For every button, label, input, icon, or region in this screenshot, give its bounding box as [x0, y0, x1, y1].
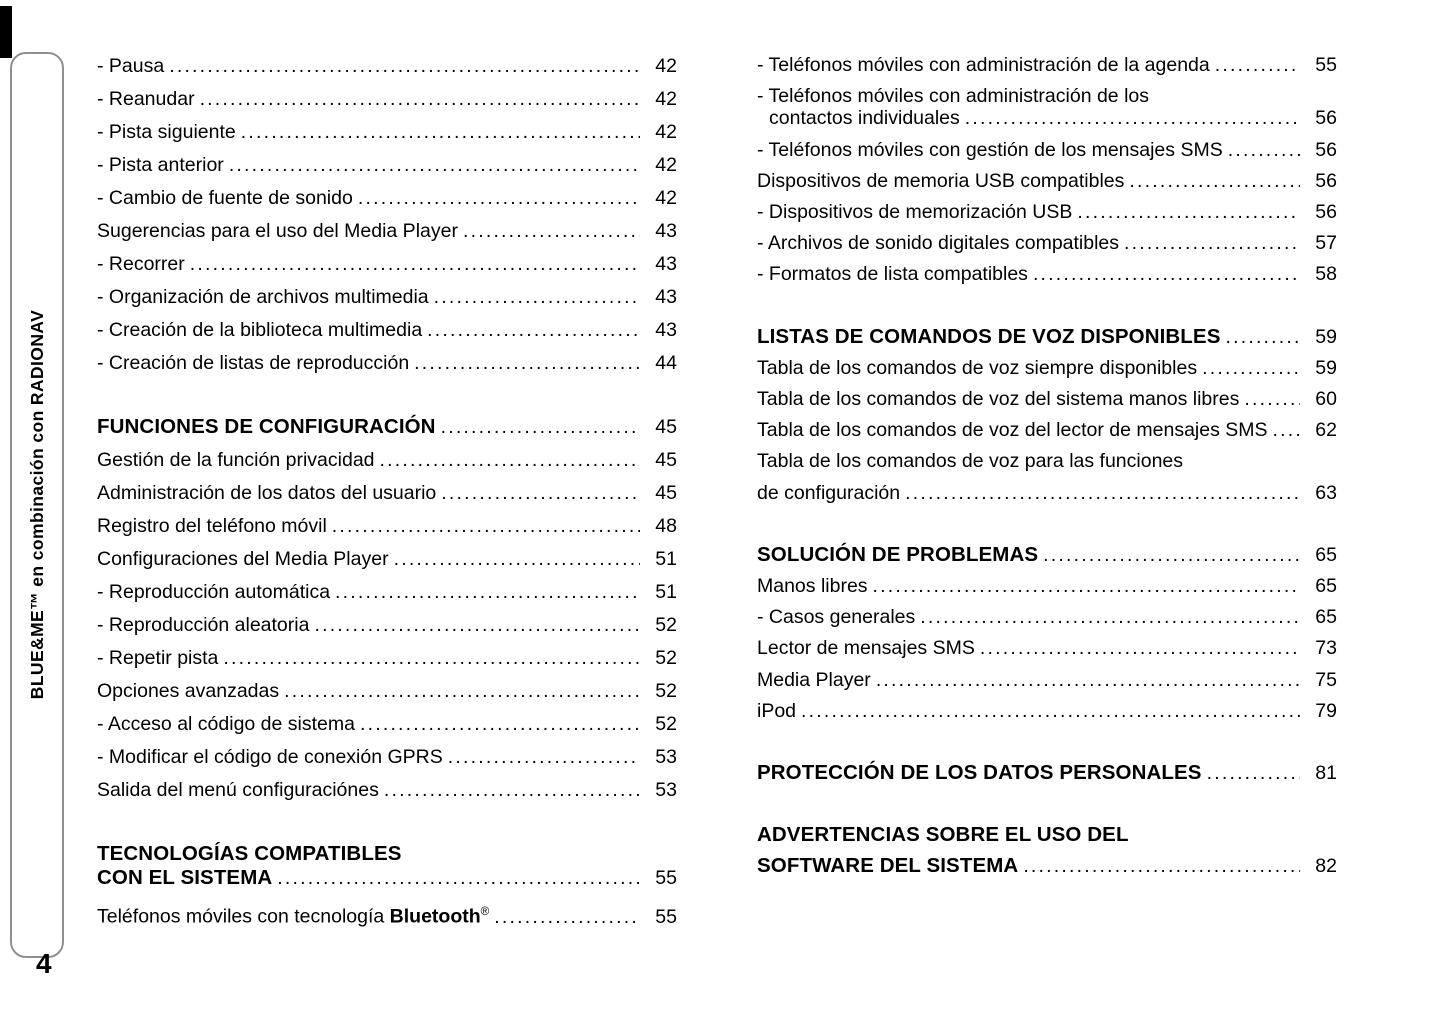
toc-entry-label: LISTAS DE COMANDOS DE VOZ DISPONIBLES: [757, 324, 1221, 348]
toc-entry: [97, 83, 677, 116]
toc-leader-dots: [223, 642, 640, 675]
toc-page-number: 62: [1315, 419, 1337, 442]
toc-entry-label: Teléfonos móviles con tecnología Bluetooth®: [97, 905, 490, 928]
toc-entry-label: de configuración: [757, 481, 901, 504]
toc-entry-label: iPod: [757, 699, 797, 722]
toc-entry: [97, 861, 677, 895]
toc-entry: [757, 50, 1337, 81]
toc-page-number: 45: [655, 449, 677, 471]
toc-leader-dots: [190, 248, 640, 281]
toc-page-number: 42: [655, 187, 677, 209]
toc-entry-label: - Cambio de fuente de sonido: [97, 187, 353, 209]
toc-leader-dots: [920, 602, 1300, 633]
toc-entry-label: CON EL SISTEMA: [97, 866, 273, 889]
toc-entry-label: - Reproducción aleatoria: [97, 614, 310, 636]
toc-leader-dots: [905, 478, 1300, 509]
toc-entry: [757, 478, 1337, 509]
toc-entry: [97, 774, 677, 807]
toc-page-number: 60: [1315, 388, 1337, 411]
toc-entry: [97, 477, 677, 510]
toc-entry: [757, 259, 1337, 290]
toc-page-number: 55: [655, 905, 677, 928]
toc-page-number: 59: [1315, 325, 1337, 348]
toc-leader-dots: [358, 182, 640, 215]
chapter-side-tab-label: BLUE&ME™ en combinación con RADIONAV: [27, 309, 47, 700]
toc-leader-dots: [801, 696, 1300, 727]
toc-leader-dots: [1225, 322, 1300, 353]
toc-leader-dots: [200, 83, 640, 116]
toc-entry-label: - Archivos de sonido digitales compatibles: [757, 232, 1120, 255]
toc-page-number: 45: [655, 416, 677, 438]
toc-page-number: 42: [655, 55, 677, 77]
toc-entry: [757, 321, 1337, 353]
toc-page-number: 52: [655, 680, 677, 702]
toc-entry: [757, 602, 1337, 633]
toc-entry-label: Gestión de la función privacidad: [97, 449, 375, 471]
toc-leader-dots: [380, 444, 640, 477]
toc-entry-label: TECNOLOGÍAS COMPATIBLES: [97, 842, 402, 865]
toc-leader-dots: [1207, 758, 1300, 789]
toc-page-number: 56: [1315, 107, 1337, 130]
toc-page-number: 53: [655, 779, 677, 801]
toc-entry: [757, 850, 1337, 882]
toc-page-number: 75: [1315, 668, 1337, 691]
toc-column-left: [97, 50, 677, 934]
toc-entry-label: Tabla de los comandos de voz del lector de mensajes SMS: [757, 419, 1268, 442]
toc-leader-dots: [284, 675, 640, 708]
toc-leader-dots: [332, 510, 640, 543]
toc-entry-label: Tabla de los comandos de voz siempre disponibles: [757, 356, 1198, 379]
toc-entry: [757, 633, 1337, 664]
toc-leader-dots: [434, 281, 640, 314]
toc-leader-dots: [1273, 415, 1300, 446]
toc-entry: [757, 539, 1337, 571]
toc-entry: [97, 444, 677, 477]
toc-entry: [97, 215, 677, 248]
toc-leader-dots: [876, 665, 1300, 696]
toc-entry: [97, 543, 677, 576]
toc-page-number: 51: [655, 548, 677, 570]
toc-entry-label: - Casos generales: [757, 606, 916, 629]
toc-entry: [757, 571, 1337, 602]
toc-entry-label: - Dispositivos de memorización USB: [757, 201, 1073, 224]
page-number: 4: [36, 948, 52, 979]
toc-entry-label: Configuraciones del Media Player: [97, 548, 389, 570]
toc-page-number: 82: [1315, 855, 1337, 878]
toc-leader-dots: [965, 103, 1300, 134]
toc-leader-dots: [1077, 197, 1300, 228]
toc-page-number: 56: [1315, 169, 1337, 192]
toc-page-number: 65: [1315, 543, 1337, 566]
toc-entry-label: - Formatos de lista compatibles: [757, 263, 1028, 286]
toc-leader-dots: [414, 347, 640, 380]
toc-leader-dots: [1043, 540, 1300, 571]
toc-page-number: 43: [655, 319, 677, 341]
toc-page-number: 44: [655, 352, 677, 374]
toc-entry-label: - Creación de la biblioteca multimedia: [97, 319, 423, 341]
toc-page-number: 48: [655, 515, 677, 537]
toc-column-right: [757, 50, 1337, 883]
toc-page-number: 79: [1315, 699, 1337, 722]
toc-page-number: 52: [655, 614, 677, 636]
toc-leader-dots: [1228, 135, 1300, 166]
toc-entry-label: - Pausa: [97, 55, 165, 77]
toc-entry: [97, 149, 677, 182]
toc-entry-label: ADVERTENCIAS SOBRE EL USO DEL: [757, 823, 1129, 847]
toc-page-number: 55: [655, 867, 677, 889]
toc-page-number: 42: [655, 154, 677, 176]
toc-leader-dots: [241, 116, 640, 149]
toc-entry-label: Manos libres: [757, 575, 868, 598]
toc-entry: [97, 182, 677, 215]
toc-entry-label: Registro del teléfono móvil: [97, 515, 327, 537]
toc-leader-dots: [980, 633, 1300, 664]
toc-entry: [757, 197, 1337, 228]
toc-page-number: 43: [655, 220, 677, 242]
toc-entry: [97, 248, 677, 281]
toc-leader-dots: [441, 477, 640, 510]
toc-entry: [97, 576, 677, 609]
toc-leader-dots: [1129, 166, 1300, 197]
toc-page-number: 51: [655, 581, 677, 603]
toc-page-number: 42: [655, 88, 677, 110]
toc-leader-dots: [229, 149, 640, 182]
toc-entry: [757, 665, 1337, 696]
toc-entry-label: Tabla de los comandos de voz para las funciones: [757, 450, 1184, 473]
toc-entry-label: - Pista siguiente: [97, 121, 236, 143]
toc-page-number: 45: [655, 482, 677, 504]
toc-entry: [757, 384, 1337, 415]
toc-page-number: 58: [1315, 263, 1337, 286]
toc-leader-dots: [169, 50, 640, 83]
toc-entry: [757, 757, 1337, 789]
toc-page-number: 81: [1315, 762, 1337, 785]
toc-entry-label: Lector de mensajes SMS: [757, 637, 975, 660]
toc-entry: [97, 314, 677, 347]
toc-page-number: 52: [655, 713, 677, 735]
toc-entry: [757, 353, 1337, 384]
toc-leader-dots: [441, 411, 640, 444]
toc-entry: [97, 510, 677, 543]
toc-leader-dots: [314, 609, 640, 642]
toc-leader-dots: [277, 862, 640, 895]
toc-entry: [97, 281, 677, 314]
toc-leader-dots: [360, 708, 640, 741]
toc-entry-label: - Modificar el código de conexión GPRS: [97, 746, 443, 768]
toc-page-number: 56: [1315, 138, 1337, 161]
toc-leader-dots: [1033, 259, 1300, 290]
toc-entry: [757, 103, 1337, 134]
toc-entry-label: - Teléfonos móviles con gestión de los mensajes SMS: [757, 138, 1223, 161]
toc-entry: [757, 166, 1337, 197]
toc-entry-label: Tabla de los comandos de voz del sistema manos libres: [757, 388, 1240, 411]
toc-entry-label: - Pista anterior: [97, 154, 224, 176]
toc-leader-dots: [335, 576, 640, 609]
toc-leader-dots: [384, 774, 640, 807]
toc-entry: [97, 741, 677, 774]
toc-leader-dots: [448, 741, 640, 774]
toc-entry-label: contactos individuales: [769, 107, 960, 130]
toc-leader-dots: [1244, 384, 1300, 415]
toc-page-number: 65: [1315, 606, 1337, 629]
toc-entry-label: FUNCIONES DE CONFIGURACIÓN: [97, 415, 436, 438]
toc-entry-label: Administración de los datos del usuario: [97, 482, 437, 504]
toc-leader-dots: [1023, 851, 1300, 882]
toc-entry: [757, 446, 1337, 477]
toc-entry: [97, 116, 677, 149]
toc-leader-dots: [394, 543, 640, 576]
toc-page-number: 52: [655, 647, 677, 669]
toc-leader-dots: [1124, 228, 1300, 259]
toc-entry-label: Media Player: [757, 668, 871, 691]
toc-entry-label: Opciones avanzadas: [97, 680, 280, 702]
toc-entry: [97, 642, 677, 675]
toc-entry-label: Sugerencias para el uso del Media Player: [97, 220, 458, 242]
toc-leader-dots: [873, 571, 1300, 602]
toc-entry-label: - Creación de listas de reproducción: [97, 352, 410, 374]
toc-leader-dots: [463, 215, 640, 248]
toc-entry-label: - Teléfonos móviles con administración de la agenda: [757, 54, 1210, 76]
toc-entry-label: - Reanudar: [97, 88, 195, 110]
toc-entry: [97, 895, 677, 934]
toc-page-number: 57: [1315, 232, 1337, 255]
toc-leader-dots: [1215, 50, 1300, 81]
toc-page-number: 65: [1315, 575, 1337, 598]
toc-entry: [757, 228, 1337, 259]
toc-page-number: 53: [655, 746, 677, 768]
toc-leader-dots: [494, 901, 640, 934]
toc-page-number: 55: [1315, 54, 1337, 76]
toc-entry: [97, 50, 677, 83]
toc-entry: [757, 415, 1337, 446]
toc-leader-dots: [427, 314, 640, 347]
toc-entry: [97, 708, 677, 741]
toc-entry-label: Dispositivos de memoria USB compatibles: [757, 169, 1125, 192]
toc-page-number: 73: [1315, 637, 1337, 660]
toc-entry-label: SOLUCIÓN DE PROBLEMAS: [757, 542, 1039, 566]
toc-page-number: 63: [1315, 481, 1337, 504]
toc-page-number: 43: [655, 286, 677, 308]
toc-entry-label: SOFTWARE DEL SISTEMA: [757, 854, 1019, 878]
toc-entry-label: - Repetir pista: [97, 647, 219, 669]
toc-entry-label: - Reproducción automática: [97, 581, 331, 603]
toc-entry-label: PROTECCIÓN DE LOS DATOS PERSONALES: [757, 761, 1202, 785]
toc-entry: [757, 696, 1337, 727]
toc-entry: [97, 347, 677, 380]
toc-entry-label: - Acceso al código de sistema: [97, 713, 355, 735]
toc-page-number: 59: [1315, 356, 1337, 379]
toc-page-number: 43: [655, 253, 677, 275]
toc-entry: [97, 609, 677, 642]
toc-page-number: 56: [1315, 201, 1337, 224]
toc-page-number: 42: [655, 121, 677, 143]
toc-leader-dots: [1202, 353, 1300, 384]
toc-entry: [757, 819, 1337, 850]
chapter-edge-marker: [0, 6, 12, 58]
toc-entry: [97, 675, 677, 708]
toc-entry-label: - Recorrer: [97, 253, 185, 275]
toc-entry-label: Salida del menú configuraciónes: [97, 779, 379, 801]
toc-entry: [97, 410, 677, 444]
toc-entry-label: - Organización de archivos multimedia: [97, 286, 429, 308]
toc-entry: [757, 135, 1337, 166]
toc-entry-label: - Teléfonos móviles con administración de los: [757, 85, 1149, 108]
